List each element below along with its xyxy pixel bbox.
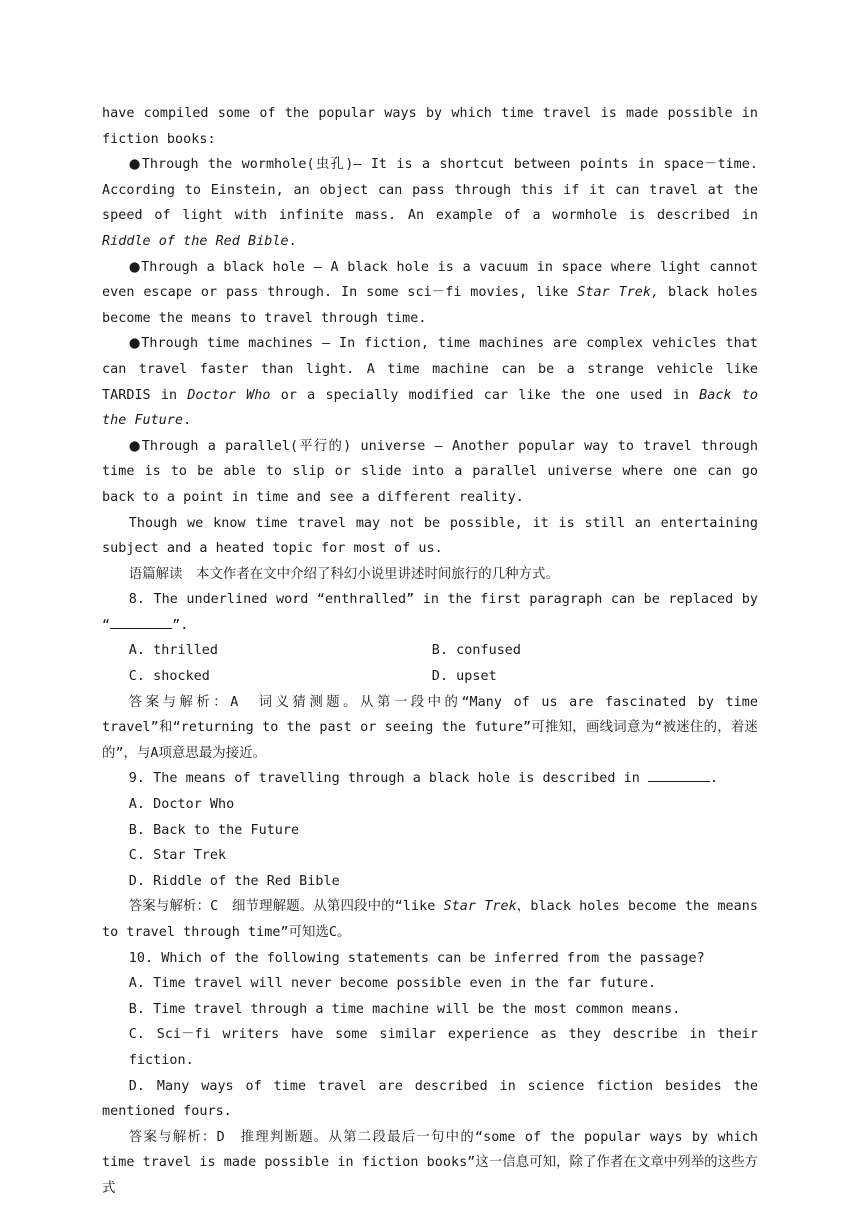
bullet-icon: ● [128, 157, 142, 173]
bullet-text: Through time machines — In fiction, time machines are complex vehicles that can travel faster than light. A time machine can be a strange vehicle like TARDIS in [102, 336, 759, 403]
question-8-answer: 答案与解析：A 词义猜测题。从第一段中的“Many of us are fascinated by time travel”和“returning to the past or seeing the future”可推知，画线词意为“被迷住的，着迷的”，与A项意思最为接近。 [102, 694, 758, 761]
bullet-text-tail: black holes become the means to travel through time. [102, 285, 758, 326]
bullet-icon: ● [128, 259, 142, 275]
movie-title: Back to the Future [102, 387, 758, 429]
passage-note: 语篇解读 本文作者在文中介绍了科幻小说里讲述时间旅行的几种方式。 [128, 566, 559, 582]
answer-blank [648, 768, 710, 782]
option-a: A. Time travel will never become possible even in the far future. [128, 976, 657, 992]
question-9-stem [102, 766, 758, 792]
bullet-icon: ● [128, 438, 142, 454]
question-stem-text: 8. The underlined word “enthralled” in the first paragraph can be replaced by “ [102, 592, 758, 633]
option-d: D. Riddle of the Red Bible [128, 873, 340, 889]
bullet-black-hole [102, 255, 758, 332]
bullet-icon: ● [128, 336, 142, 352]
bullet-wormhole [102, 152, 758, 254]
option-d: D. upset [431, 669, 497, 685]
question-8-stem [102, 587, 758, 638]
closing-paragraph: Though we know time travel may not be possible, it is still an entertaining subject and a heated topic for most of us. [102, 515, 758, 557]
question-10-answer: 答案与解析：D 推理判断题。从第二段最后一句中的“some of the popular ways by which time travel is made possible in fiction books”这一信息可知，除了作者在文章中列举的这些方式 [102, 1129, 758, 1196]
bullet-text: Through the wormhole(虫孔)— It is a shortcut between points in space－time. According to Einstein, an object can pass through this if it can travel at the speed of light with infinite mass. An example of a wormhole is described in [102, 157, 758, 224]
bullet-time-machines [102, 331, 758, 433]
document-body [102, 101, 758, 1202]
question-stem-text: 9. The means of travelling through a black hole is described in [128, 771, 648, 787]
book-title: Riddle of the Red Bible [102, 233, 289, 249]
bullet-text: Through a black hole — A black hole is a vacuum in space where light cannot even escape or pass through. In some sci－fi movies, like [102, 259, 759, 301]
question-8-options-row-2 [102, 664, 758, 690]
question-stem-tail: . [709, 771, 719, 787]
option-c: C. shocked [128, 669, 210, 685]
show-title: Doctor Who [187, 387, 271, 403]
question-9-answer [102, 894, 758, 945]
bullet-text: Through a parallel(平行的) universe — Another popular way to travel through time is to be able to slip or slide into a parallel universe where one can go back to a point in time and see a different reality. [102, 438, 759, 505]
movie-title: Star Trek, [577, 285, 660, 301]
option-b: B. Time travel through a time machine will be the most common means. [128, 1001, 681, 1017]
option-a: A. thrilled [128, 643, 219, 659]
option-a: A. Doctor Who [128, 797, 235, 813]
answer-blank [110, 615, 172, 629]
option-d: D. Many ways of time travel are described in science fiction besides the mentioned fours. [102, 1078, 758, 1120]
answer-text: 答案与解析：C 细节理解题。从第四段中的“like [128, 899, 444, 915]
question-8-options-row-1 [102, 638, 758, 664]
question-stem-tail: ”. [172, 617, 189, 633]
option-b: B. confused [431, 643, 522, 659]
question-10-stem: 10. Which of the following statements can be inferred from the passage? [128, 950, 705, 966]
answer-text-tail: ，black holes become the means to travel through time”可知选C。 [102, 899, 758, 940]
bullet-text-tail: . [183, 413, 192, 429]
bullet-text-mid: or a specially modified car like the one used in [270, 387, 700, 403]
option-b: B. Back to the Future [128, 822, 300, 838]
option-c: C. Sci－fi writers have some similar experience as they describe in their fiction. [128, 1027, 758, 1068]
option-c: C. Star Trek [128, 848, 227, 864]
bullet-text-tail: . [288, 233, 297, 249]
bullet-parallel-universe [102, 434, 758, 511]
intro-paragraph: have compiled some of the popular ways by which time travel is made possible in fiction books: [102, 106, 758, 147]
movie-title: Star Trek [443, 899, 517, 915]
